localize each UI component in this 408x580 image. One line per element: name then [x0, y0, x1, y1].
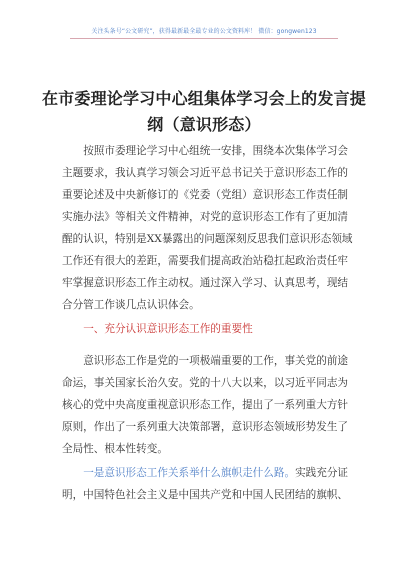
top-banner: 关注头条号“公文研究”，获得最新最全最专业的公文资料库！ 微信：gongwen123 [91, 28, 317, 35]
document-title-line-2: 纲（意识形态） [147, 115, 261, 134]
intro-line: 工作还有很大的差距，需要我们提高政治站稳扛起政治责任牢 [62, 255, 349, 267]
section1-paragraph-2 [62, 462, 349, 506]
intro-line: 重要论述及中央新修订的《党委（党组）意识形态工作责任制 [62, 189, 349, 201]
intro-line: 牢掌握意识形态工作主动权。通过深入学习、认真思考，现结 [62, 277, 349, 289]
document-title-line-1: 在市委理论学习中心组集体学习会上的发言提 [41, 89, 366, 108]
document-title [40, 86, 368, 138]
paragraph-line: 核心的党中央高度重视意识形态工作，提出了一系列重大方针 [62, 399, 349, 411]
paragraph-text: 实践充分证 [295, 467, 349, 479]
banner-divider [70, 38, 338, 39]
paragraph-line [62, 462, 349, 484]
paragraph-line: 原则，作出了一系列重大决策部署，意识形态领域形势发生了 [62, 421, 349, 433]
intro-line: 按照市委理论学习中心组统一安排，围绕本次集体学习会 [83, 145, 349, 157]
paragraph-line: 全局性、根本性转变。 [62, 443, 168, 455]
intro-line: 醒的认识，特别是XX暴露出的问题深刻反思我们意识形态领域 [62, 233, 353, 245]
intro-paragraph [62, 140, 353, 316]
paragraph-lead-phrase: 一是意识形态工作关系举什么旗帜走什么路。 [83, 467, 296, 479]
section1-paragraph-1 [62, 350, 349, 460]
intro-line: 实施办法》等相关文件精神，对党的意识形态工作有了更加清 [62, 211, 349, 223]
paragraph-line: 命运，事关国家长治久安。党的十八大以来，以习近平同志为 [62, 377, 349, 389]
section-heading: 一、充分认识意识形态工作的重要性 [83, 323, 253, 335]
paragraph-line: 明，中国特色社会主义是中国共产党和中国人民团结的旗帜、 [62, 489, 349, 501]
intro-line: 合分管工作谈几点认识体会。 [62, 299, 200, 311]
intro-line: 主题要求，我认真学习领会习近平总书记关于意识形态工作的 [62, 167, 349, 179]
paragraph-line: 意识形态工作是党的一项极端重要的工作，事关党的前途 [83, 355, 349, 367]
